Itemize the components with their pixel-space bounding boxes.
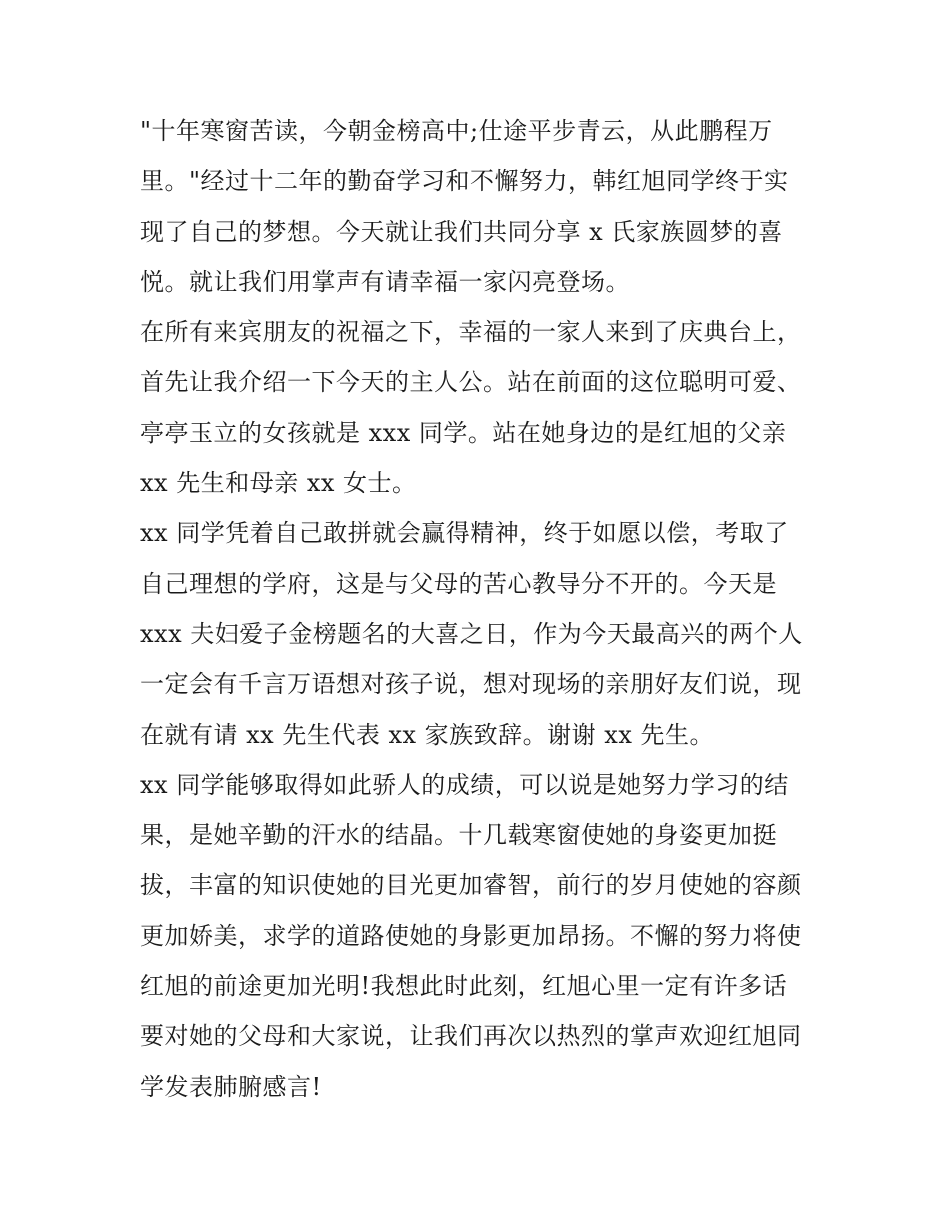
text-line: "十年寒窗苦读，今朝金榜高中;仕途平步青云，从此鹏程万 <box>140 117 773 145</box>
text-line: 拔，丰富的知识使她的目光更加睿智，前行的岁月使她的容颜 <box>140 871 802 900</box>
text-line: xxx 夫妇爱子金榜题名的大喜之日，作为今天最高兴的两个人 <box>140 619 803 648</box>
text-line: 自己理想的学府，这是与父母的苦心教导分不开的。今天是 <box>140 569 777 598</box>
text-line: 更加娇美，求学的道路使她的身影更加昂扬。不懈的努力将使 <box>140 921 802 950</box>
text-line: 里。"经过十二年的勤奋学习和不懈努力，韩红旭同学终于实 <box>140 167 789 196</box>
text-line: 在所有来宾朋友的祝福之下，幸福的一家人来到了庆典台上， <box>140 318 802 347</box>
text-line: xx 先生和母亲 xx 女士。 <box>140 469 417 498</box>
text-line: xx 同学能够取得如此骄人的成绩，可以说是她努力学习的结 <box>140 770 789 799</box>
text-line: xx 同学凭着自己敢拼就会赢得精神，终于如愿以偿，考取了 <box>140 519 789 548</box>
text-line: 一定会有千言万语想对孩子说，想对现场的亲朋好友们说，现 <box>140 670 802 699</box>
document-body <box>140 106 816 1112</box>
text-line: 红旭的前途更加光明!我想此时此刻，红旭心里一定有许多话 <box>140 972 788 1001</box>
text-line: 在就有请 xx 先生代表 xx 家族致辞。谢谢 xx 先生。 <box>140 720 714 749</box>
text-line: 首先让我介绍一下今天的主人公。站在前面的这位聪明可爱、 <box>140 368 802 397</box>
text-line: 现了自己的梦想。今天就让我们共同分享 x 氏家族圆梦的喜 <box>140 217 783 246</box>
text-line: 要对她的父母和大家说，让我们再次以热烈的掌声欢迎红旭同 <box>140 1022 802 1051</box>
text-line: 亭亭玉立的女孩就是 xxx 同学。站在她身边的是红旭的父亲 <box>140 418 787 447</box>
text-line: 果，是她辛勤的汗水的结晶。十几载寒窗使她的身姿更加挺 <box>140 821 777 850</box>
text-line: 悦。就让我们用掌声有请幸福一家闪亮登场。 <box>140 267 630 296</box>
text-line: 学发表肺腑感言! <box>140 1072 322 1101</box>
